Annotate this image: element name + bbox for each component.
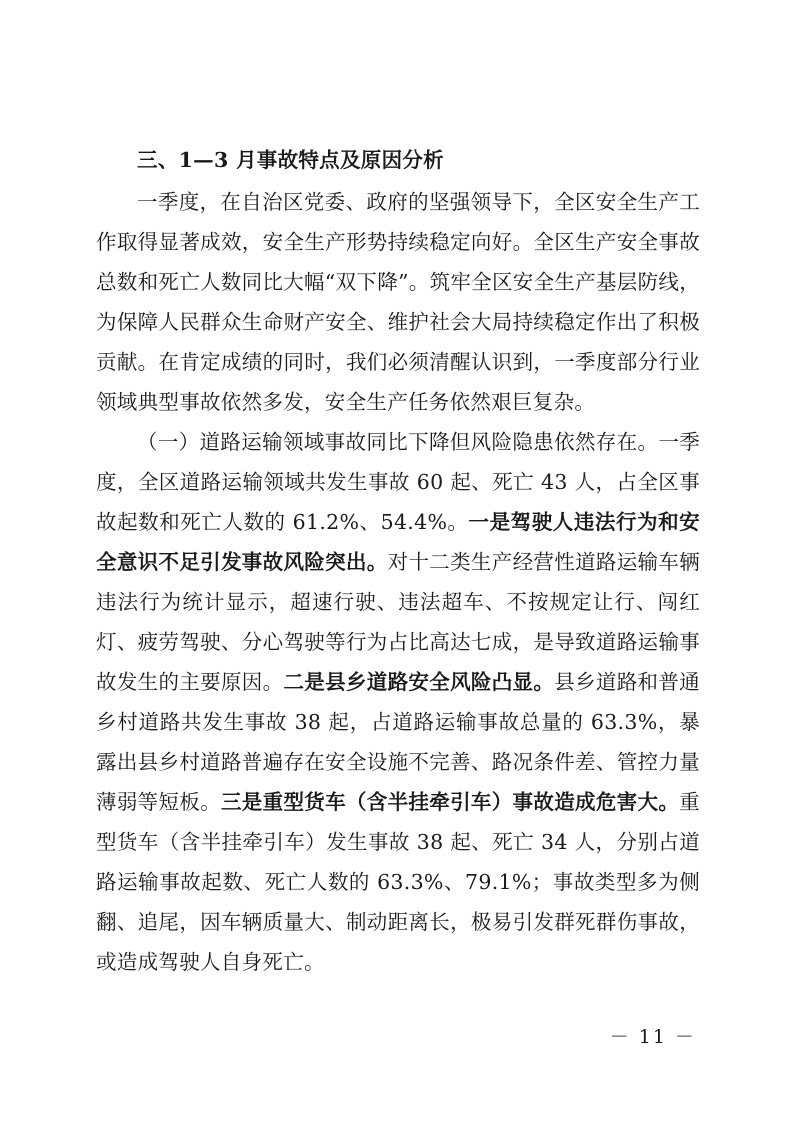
para-road-transport	[96, 422, 700, 982]
emphasis-run: 二是县乡道路安全风险凸显。	[283, 670, 555, 694]
section-heading: 三、1—3 月事故特点及原因分析	[137, 148, 444, 172]
paragraph-list	[96, 182, 700, 982]
text-run: 对十二类生产经营性道路运输车辆违法行为统计显示，超速行驶、违法超车、不按规定让行、闯红灯、疲劳驾驶、分心驾驶等行为占比高达七成，是导致道路运输事故发生的主要原因。	[96, 550, 701, 694]
text-run: 重型货车（含半挂牵引车）发生事故 38 起、死亡 34 人，分别占道路运输事故起数、死亡人数的 63.3%、79.1%；事故类型多为侧翻、追尾，因车辆质量大、制动距离长，极易引发群死群伤事故，或造成驾驶人自身死亡。	[96, 790, 700, 974]
document-body	[96, 140, 700, 982]
text-run: （一）道路运输领域事故同比下降但风险隐患依然存在。一季度，全区道路运输领域共发生事故 60 起、死亡 43 人，占全区事故起数和死亡人数的 61.2%、54.4%。	[96, 430, 700, 534]
para-overview	[96, 182, 700, 422]
emphasis-run: 一是驾驶人违法行为和安全意识不足引发事故风险突出。	[96, 510, 700, 574]
text-run: 一季度，在自治区党委、政府的坚强领导下，全区安全生产工作取得显著成效，安全生产形势持续稳定向好。全区生产安全事故总数和死亡人数同比大幅“双下降”。筑牢全区安全生产基层防线，为保障人民群众生命财产安全、维护社会大局持续稳定作出了积极贡献。在肯定成绩的同时，我们必须清醒认识到，一季度部分行业领域典型事故依然多发，安全生产任务依然艰巨复杂。	[96, 190, 700, 414]
text-run: 县乡道路和普通乡村道路共发生事故 38 起，占道路运输事故总量的 63.3%，暴露出县乡村道路普遍存在安全设施不完善、路况条件差、管控力量薄弱等短板。	[96, 670, 700, 814]
emphasis-run: 三是重型货车（含半挂牵引车）事故造成危害大。	[220, 790, 680, 814]
page-number: － 11 －	[609, 1026, 696, 1048]
